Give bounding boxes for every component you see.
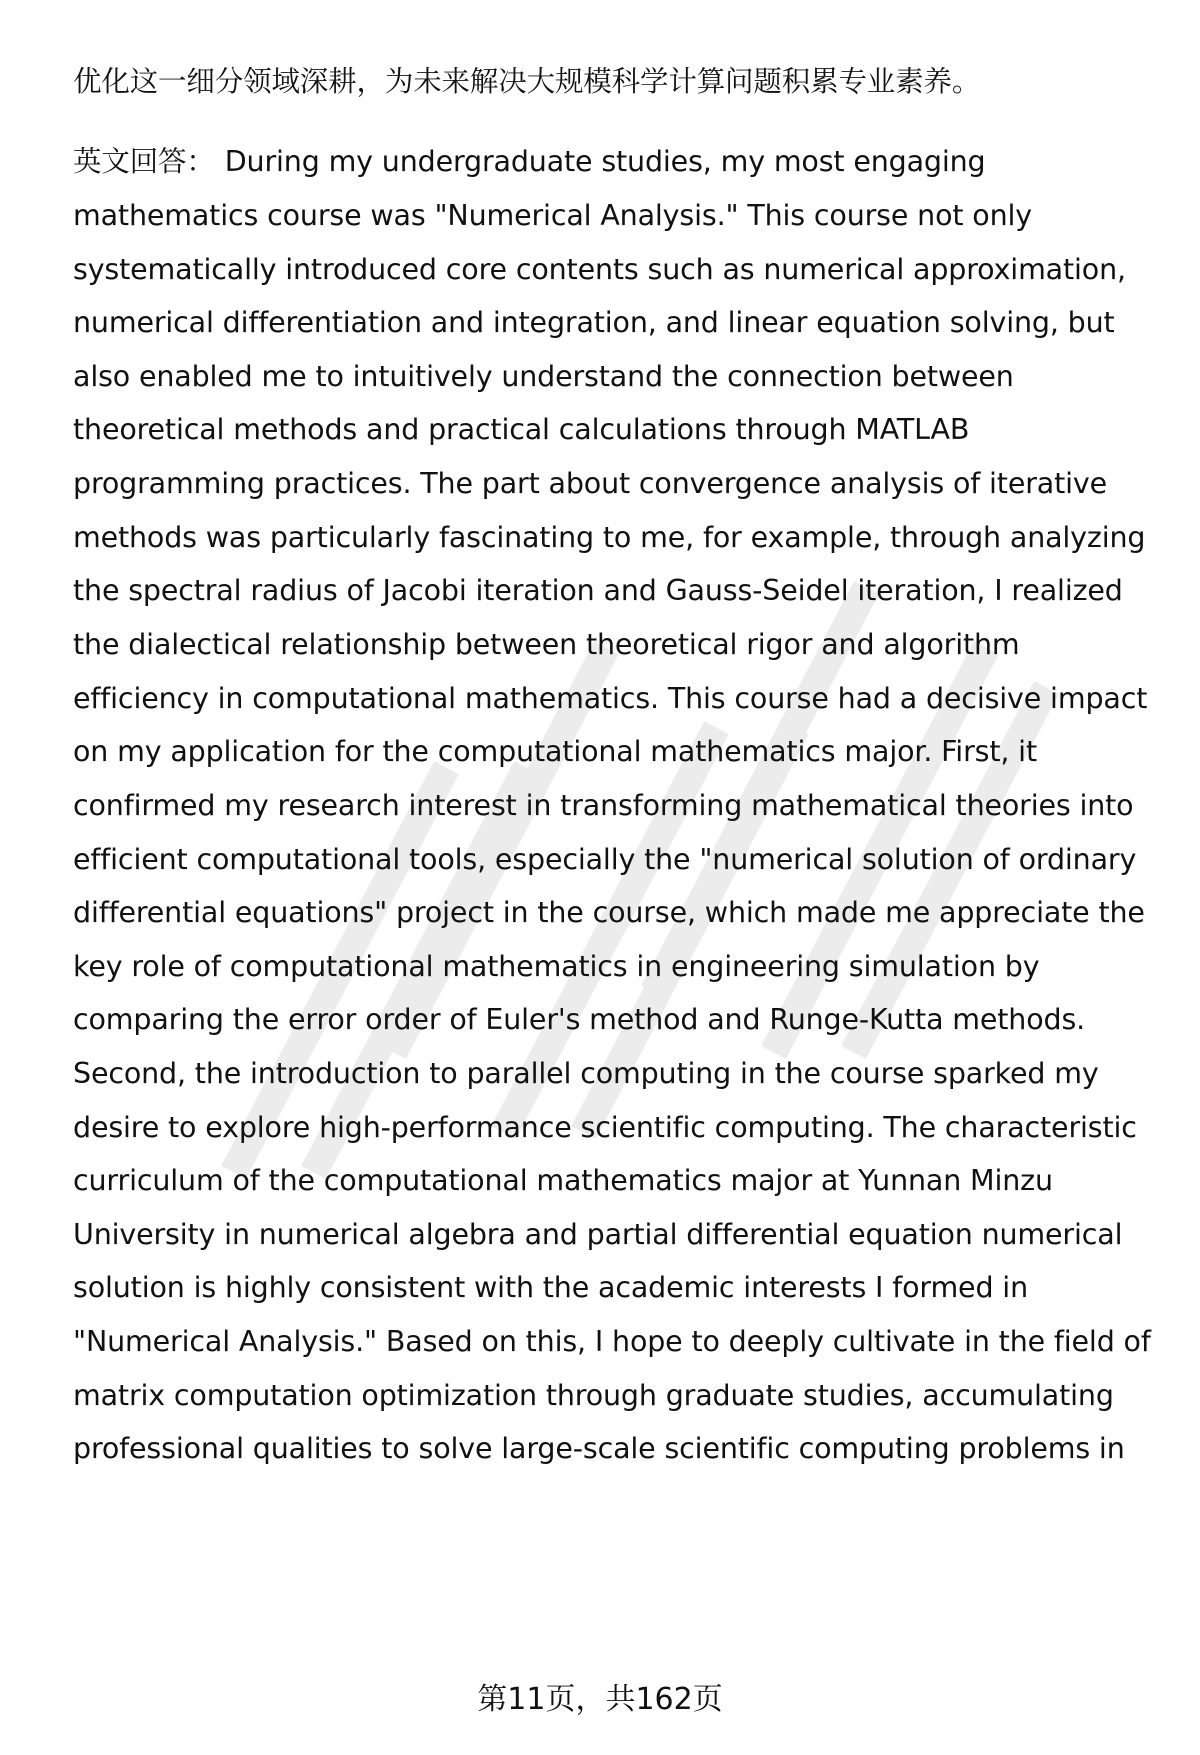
paragraph-line: During my undergraduate studies, my most engaging xyxy=(224,145,986,178)
paragraph-line: systematically introduced core contents such as numerical approximation, xyxy=(73,253,1126,286)
paragraph-line: key role of computational mathematics in engineering simulation by xyxy=(73,950,1040,983)
paragraph-line: matrix computation optimization through graduate studies, accumulating xyxy=(73,1379,1114,1412)
paragraph-line: also enabled me to intuitively understand the connection between xyxy=(73,360,1014,393)
paragraph-line: the spectral radius of Jacobi iteration and Gauss-Seidel iteration, I realized xyxy=(73,574,1123,607)
paragraph-line: "Numerical Analysis." Based on this, I hope to deeply cultivate in the field of xyxy=(73,1325,1151,1358)
paragraph-line: differential equations" project in the course, which made me appreciate the xyxy=(73,896,1145,929)
paragraph-line: comparing the error order of Euler's method and Runge-Kutta methods. xyxy=(73,1003,1086,1036)
page-indicator: 第11页，共162页 xyxy=(477,1682,723,1717)
paragraph-line: professional qualities to solve large-scale scientific computing problems in xyxy=(73,1432,1125,1465)
paragraph-line: desire to explore high-performance scientific computing. The characteristic xyxy=(73,1111,1137,1144)
paragraph-line: programming practices. The part about convergence analysis of iterative xyxy=(73,467,1107,500)
english-answer-first-line xyxy=(73,142,985,182)
paragraph-line: the dialectical relationship between theoretical rigor and algorithm xyxy=(73,628,1020,661)
paragraph-line: theoretical methods and practical calculations through MATLAB xyxy=(73,413,970,446)
paragraph-line: methods was particularly fascinating to me, for example, through analyzing xyxy=(73,521,1146,554)
paragraph-line: solution is highly consistent with the academic interests I formed in xyxy=(73,1271,1028,1304)
chinese-text-line: 优化这一细分领域深耕，为未来解决大规模科学计算问题积累专业素养。 xyxy=(73,65,981,98)
paragraph-line: mathematics course was "Numerical Analysis." This course not only xyxy=(73,199,1032,232)
paragraph-line: on my application for the computational mathematics major. First, it xyxy=(73,735,1037,768)
paragraph-line: Second, the introduction to parallel computing in the course sparked my xyxy=(73,1057,1099,1090)
paragraph-line: efficient computational tools, especially the "numerical solution of ordinary xyxy=(73,843,1137,876)
paragraph-line: confirmed my research interest in transforming mathematical theories into xyxy=(73,789,1134,822)
paragraph-line: efficiency in computational mathematics. This course had a decisive impact xyxy=(73,682,1148,715)
paragraph-line: University in numerical algebra and partial differential equation numerical xyxy=(73,1218,1123,1251)
paragraph-line: curriculum of the computational mathematics major at Yunnan Minzu xyxy=(73,1164,1053,1197)
english-answer-label: 英文回答： xyxy=(73,145,215,178)
paragraph-line: numerical differentiation and integration, and linear equation solving, but xyxy=(73,306,1115,339)
